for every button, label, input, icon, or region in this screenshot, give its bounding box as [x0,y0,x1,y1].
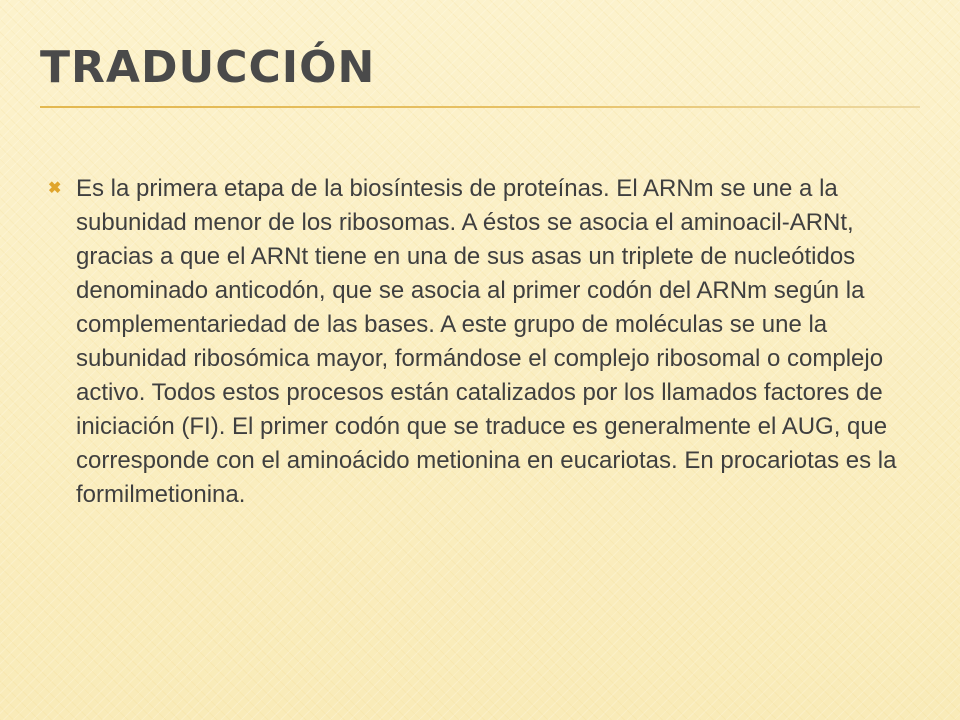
slide-content [48,172,928,512]
x-bullet-icon: ✖ [48,180,62,197]
bullet-text: Es la primera etapa de la biosíntesis de proteínas. El ARNm se une a la subunidad menor de los ribosomas. A éstos se asocia el aminoacil-ARNt, gracias a que el ARNt tiene en una de sus asas un triplete de nucleótidos denominado anticodón, que se asocia al primer codón del ARNm según la complementariedad de las bases. A este grupo de moléculas se une la subunidad ribosómica mayor, formándose el complejo ribosomal o complejo activo. Todos estos procesos están catalizados por los llamados factores de iniciación (FI). El primer codón que se traduce es generalmente el AUG, que corresponde con el aminoácido metionina en eucariotas. En procariotas es la formilmetionina. [76,175,897,508]
title-divider [40,106,920,108]
slide-title: TRADUCCIÓN [40,42,376,93]
bullet-item [48,172,928,512]
